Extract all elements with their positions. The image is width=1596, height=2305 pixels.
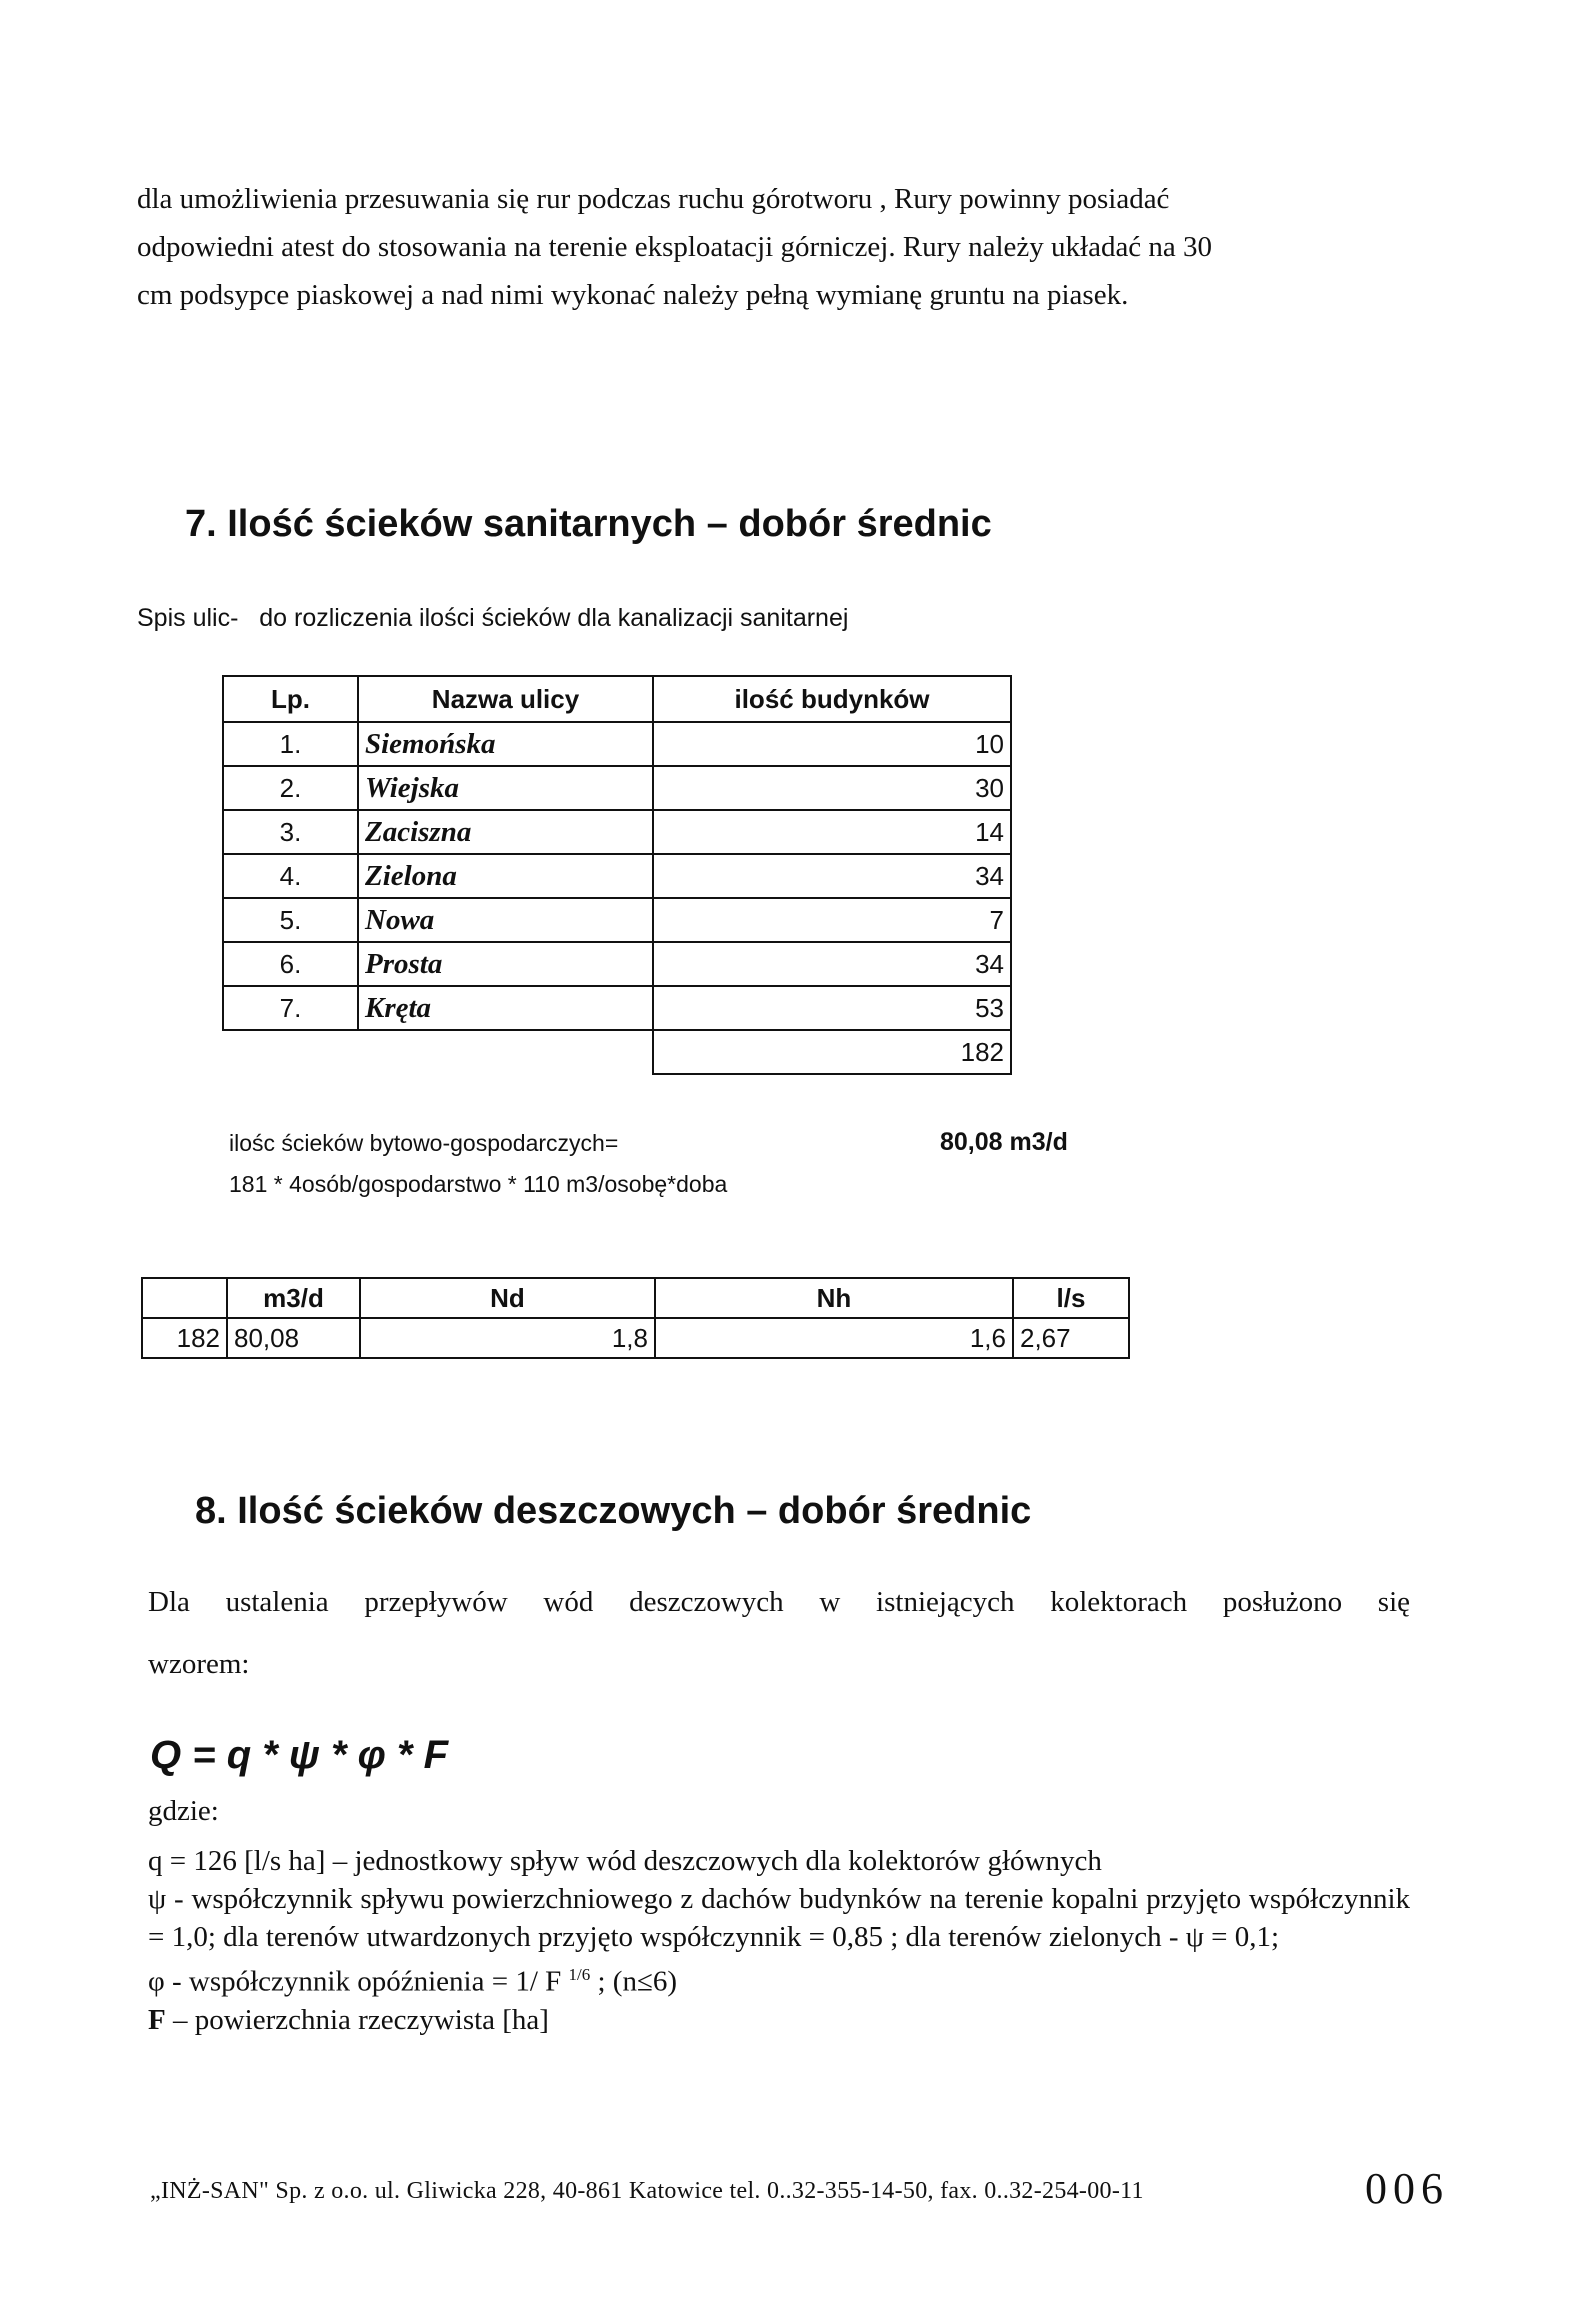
intro-line-1: dla umożliwienia przesuwania się rur podczas ruchu górotworu , Rury powinny posiadać — [137, 183, 1170, 215]
col-lp: Lp. — [223, 676, 358, 722]
flow-buildings: 182 — [142, 1318, 227, 1358]
def-F-text: – powierzchnia rzeczywista [ha] — [165, 2003, 549, 2036]
row-count: 53 — [653, 986, 1011, 1030]
row-lp: 3. — [223, 810, 358, 854]
row-count: 34 — [653, 942, 1011, 986]
row-count: 7 — [653, 898, 1011, 942]
calc-formula: 181 * 4osób/gospodarstwo * 110 m3/osobę*doba — [229, 1171, 728, 1197]
row-street: Prosta — [358, 942, 653, 986]
flow-nd: 1,8 — [360, 1318, 655, 1358]
row-count: 30 — [653, 766, 1011, 810]
flow-table-header — [142, 1278, 1129, 1318]
def-phi-exponent: 1/6 — [568, 1965, 591, 1984]
def-q: q = 126 [l/s ha] – jednostkowy spływ wód deszczowych dla kolektorów głównych — [148, 1845, 1102, 1877]
table-row — [223, 898, 1011, 942]
flow-col-m3d: m3/d — [227, 1278, 360, 1318]
row-lp: 5. — [223, 898, 358, 942]
intro-line-2: odpowiedni atest do stosowania na terenie eksploatacji górniczej. Rury należy układać na 30 — [137, 231, 1213, 263]
intro-line-3: cm podsypce piaskowej a nad nimi wykonać należy pełną wymianę gruntu na piasek. — [137, 279, 1129, 311]
flow-col-ls: l/s — [1013, 1278, 1129, 1318]
formula-definitions — [148, 1842, 1410, 2039]
table-row — [223, 942, 1011, 986]
streets-table — [222, 675, 1012, 1075]
intro-paragraph — [137, 175, 1407, 319]
row-lp: 6. — [223, 942, 358, 986]
def-F — [148, 2001, 1410, 2039]
row-count: 34 — [653, 854, 1011, 898]
section-8-paragraph-line-1: Dla ustalenia przepływów wód deszczowych w istniejących kolektorach posłużono się — [148, 1586, 1410, 1618]
rain-formula: Q = q * ψ * φ * F — [150, 1733, 449, 1777]
row-street: Wiejska — [358, 766, 653, 810]
row-street: Siemońska — [358, 722, 653, 766]
row-lp: 1. — [223, 722, 358, 766]
footer-company: „INŻ-SAN" Sp. z o.o. ul. Gliwicka 228, 40-861 Katowice tel. 0..32-355-14-50, fax. 0..32-254-00-11 — [150, 2178, 1144, 2204]
section-7-subtitle: Spis ulic- do rozliczenia ilości ścieków dla kanalizacji sanitarnej — [137, 604, 849, 632]
table-row — [223, 986, 1011, 1030]
table-row — [223, 810, 1011, 854]
row-lp: 7. — [223, 986, 358, 1030]
table-row — [223, 854, 1011, 898]
col-street-name: Nazwa ulicy — [358, 676, 653, 722]
table-row — [223, 722, 1011, 766]
streets-table-header — [223, 676, 1011, 722]
row-street: Zielona — [358, 854, 653, 898]
row-lp: 4. — [223, 854, 358, 898]
section-8-heading: 8. Ilość ścieków deszczowych – dobór średnic — [195, 1490, 1032, 1532]
def-phi — [148, 1956, 1410, 2001]
table-row — [223, 766, 1011, 810]
col-building-count: ilość budynków — [653, 676, 1011, 722]
def-phi-text: φ - współczynnik opóźnienia = 1/ F — [148, 1965, 569, 1998]
row-street: Nowa — [358, 898, 653, 942]
def-phi-tail: ; (n≤6) — [590, 1965, 678, 1998]
flow-nh: 1,6 — [655, 1318, 1013, 1358]
page-number: 006 — [1365, 2164, 1449, 2213]
section-8-paragraph-line-2: wzorem: — [148, 1648, 250, 1680]
row-lp: 2. — [223, 766, 358, 810]
table-row — [142, 1318, 1129, 1358]
table-total-row — [223, 1030, 1011, 1074]
flow-col-blank — [142, 1278, 227, 1318]
flow-col-nd: Nd — [360, 1278, 655, 1318]
calc-label: ilośc ścieków bytowo-gospodarczych= — [229, 1130, 619, 1156]
calc-result: 80,08 m3/d — [940, 1128, 1068, 1156]
flow-table — [141, 1277, 1130, 1359]
flow-ls: 2,67 — [1013, 1318, 1129, 1358]
section-7-heading: 7. Ilość ścieków sanitarnych – dobór średnic — [185, 503, 992, 545]
def-psi: ψ - współczynnik spływu powierzchniowego z dachów budynków na terenie kopalni przyjęto współczynnik = 1,0; dla terenów utwardzonych przyjęto współczynnik = 0,85 ; dla terenów zielonych - ψ = 0,1; — [148, 1883, 1410, 1953]
row-count: 14 — [653, 810, 1011, 854]
flow-m3d: 80,08 — [227, 1318, 360, 1358]
gdzie-label: gdzie: — [148, 1795, 219, 1827]
def-F-symbol: F — [148, 2003, 166, 2036]
total-count: 182 — [653, 1030, 1011, 1074]
row-street: Zaciszna — [358, 810, 653, 854]
row-count: 10 — [653, 722, 1011, 766]
flow-col-nh: Nh — [655, 1278, 1013, 1318]
row-street: Kręta — [358, 986, 653, 1030]
